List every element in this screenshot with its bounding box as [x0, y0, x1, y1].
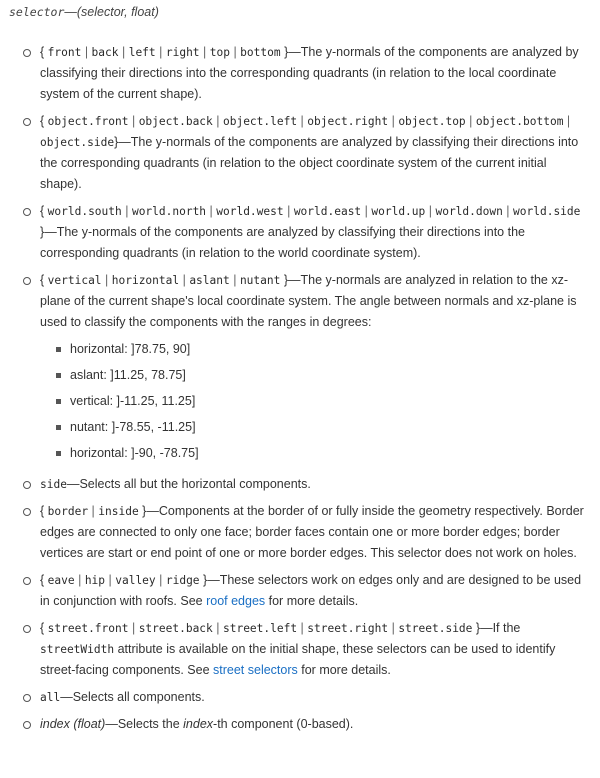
angle-range-list [70, 339, 588, 464]
open-brace: { [40, 504, 48, 518]
close-brace: } [199, 573, 208, 587]
option-group [48, 573, 200, 587]
option-code: world.east [293, 205, 362, 218]
item-description: —The y-normals of the components are analyzed by classifying their directions into the corresponding quadrants (in relation to the local coordinate system of the current shape). [40, 45, 579, 101]
option-code: right [165, 46, 200, 59]
option-separator: | [425, 204, 436, 218]
option-code: hip [84, 574, 106, 587]
option-separator: | [179, 273, 190, 287]
list-item [40, 270, 588, 464]
option-separator: | [88, 504, 99, 518]
close-brace: } [280, 273, 289, 287]
option-separator: | [128, 114, 139, 128]
item-description: —The y-normals of the components are analyzed by classifying their directions into the corresponding quadrants (in relation to the object coordinate system of the current initial shape). [40, 135, 579, 191]
option-group [48, 621, 473, 635]
option-code: border [47, 505, 89, 518]
option-separator: | [229, 45, 241, 59]
option-separator: | [128, 621, 139, 635]
option-group [48, 273, 281, 287]
open-brace: { [40, 573, 48, 587]
option-code: world.up [371, 205, 426, 218]
range-item: horizontal: ]-90, -78.75] [70, 443, 588, 464]
option-separator: | [121, 204, 132, 218]
item-description: —The y-normals are analyzed in relation to the xz-plane of the current shape's local coordinate system. The angle between normals and xz-plane is used to classify the components with the ranges in degrees: [40, 273, 577, 329]
item-description: —Selects all components. [60, 690, 205, 704]
signature-function-name: selector [9, 5, 65, 19]
close-brace: } [114, 135, 119, 149]
close-brace: } [138, 504, 147, 518]
option-code: front [47, 46, 82, 59]
option-code: eave [47, 574, 75, 587]
option-code: world.side [513, 205, 581, 218]
option-code: object.right [307, 115, 389, 128]
option-separator: | [388, 621, 399, 635]
option-code: valley [115, 574, 156, 587]
selector-signature [9, 2, 159, 23]
item-description-tail: for more details. [297, 663, 391, 677]
option-separator: | [229, 273, 240, 287]
item-description-tail: for more details. [265, 594, 359, 608]
item-description: —Selects the [105, 717, 184, 731]
list-item [40, 618, 588, 681]
option-code: world.down [435, 205, 503, 218]
option-separator: | [118, 45, 129, 59]
option-separator: | [199, 45, 210, 59]
option-code: bottom [240, 46, 281, 59]
option-separator: | [74, 573, 85, 587]
selector-list [40, 42, 588, 741]
code-side: side [40, 478, 67, 491]
option-code: object.top [398, 115, 466, 128]
open-brace: { [40, 204, 48, 218]
option-code: aslant [189, 274, 230, 287]
option-separator: | [297, 114, 308, 128]
option-code: ridge [165, 574, 200, 587]
option-separator: | [101, 273, 112, 287]
open-brace: { [40, 621, 48, 635]
range-item: horizontal: ]78.75, 90] [70, 339, 588, 360]
option-separator: | [155, 45, 166, 59]
option-group [48, 504, 139, 518]
option-code: world.south [47, 205, 122, 218]
list-item [40, 570, 588, 612]
list-item [40, 474, 588, 495]
option-separator: | [155, 573, 166, 587]
roof-edges-link[interactable]: roof edges [206, 594, 266, 608]
item-description: attribute is available on the initial shape, these selectors can be used to identify street-facing components. See [40, 642, 556, 677]
open-brace: { [40, 45, 48, 59]
index-emphasis: index [183, 717, 214, 731]
option-code: world.north [131, 205, 207, 218]
list-item [40, 42, 588, 105]
range-item: vertical: ]-11.25, 11.25] [70, 391, 588, 412]
item-description: —These selectors work on edges only and are designed to be used in conjunction with roofs. See [40, 573, 582, 608]
range-item: nutant: ]-78.55, -11.25] [70, 417, 588, 438]
range-item: aslant: ]11.25, 78.75] [70, 365, 588, 386]
item-description: —The y-normals of the components are analyzed by classifying their directions into the corresponding quadrants (in relation to the world coordinate system). [40, 225, 525, 260]
close-brace: } [472, 621, 481, 635]
option-code: back [91, 46, 119, 59]
item-description: -th component (0-based). [213, 717, 354, 731]
option-group [48, 204, 581, 218]
list-item [40, 201, 588, 264]
item-description: —Selects all but the horizontal components. [66, 477, 311, 491]
option-separator: | [212, 621, 223, 635]
option-code: vertical [47, 274, 102, 287]
signature-dash: — [64, 5, 77, 19]
option-code: inside [98, 505, 139, 518]
option-separator: | [361, 204, 372, 218]
index-param: index (float) [40, 717, 106, 731]
item-description: —If the [480, 621, 521, 635]
option-code: street.right [307, 622, 389, 635]
list-item [40, 687, 588, 708]
option-code: street.front [47, 622, 129, 635]
option-separator: | [465, 114, 476, 128]
option-code: object.bottom [475, 115, 564, 128]
option-group [48, 45, 281, 59]
list-item [40, 111, 588, 195]
close-brace: } [40, 225, 45, 239]
close-brace: } [280, 45, 289, 59]
signature-args: (selector, float) [76, 5, 159, 19]
option-code: top [209, 46, 230, 59]
option-separator: | [206, 204, 217, 218]
code-all: all [40, 691, 61, 704]
option-separator: | [297, 621, 308, 635]
list-item [40, 714, 588, 735]
option-code: object.left [222, 115, 298, 128]
option-code: street.side [398, 622, 473, 635]
list-item [40, 501, 588, 564]
option-code: object.back [138, 115, 213, 128]
option-separator: | [563, 114, 571, 128]
option-separator: | [81, 45, 92, 59]
option-separator: | [105, 573, 116, 587]
option-separator: | [502, 204, 514, 218]
open-brace: { [40, 273, 48, 287]
option-separator: | [212, 114, 223, 128]
open-brace: { [40, 114, 48, 128]
option-code: street.back [138, 622, 213, 635]
option-separator: | [283, 204, 294, 218]
street-selectors-link[interactable]: street selectors [213, 663, 298, 677]
option-code: horizontal [111, 274, 180, 287]
option-code: object.side [40, 136, 115, 149]
code-streetwidth: streetWidth [40, 643, 115, 656]
option-code: nutant [239, 274, 281, 287]
option-code: street.left [222, 622, 298, 635]
option-code: object.front [47, 115, 129, 128]
option-code: world.west [216, 205, 284, 218]
item-description: —Components at the border of or fully inside the geometry respectively. Border edges are connected to only one face; border faces contain one or more border edges; border vertices are start or end point of one or more border edges. This selector does not work on holes. [40, 504, 584, 560]
option-separator: | [388, 114, 399, 128]
option-code: left [128, 46, 156, 59]
